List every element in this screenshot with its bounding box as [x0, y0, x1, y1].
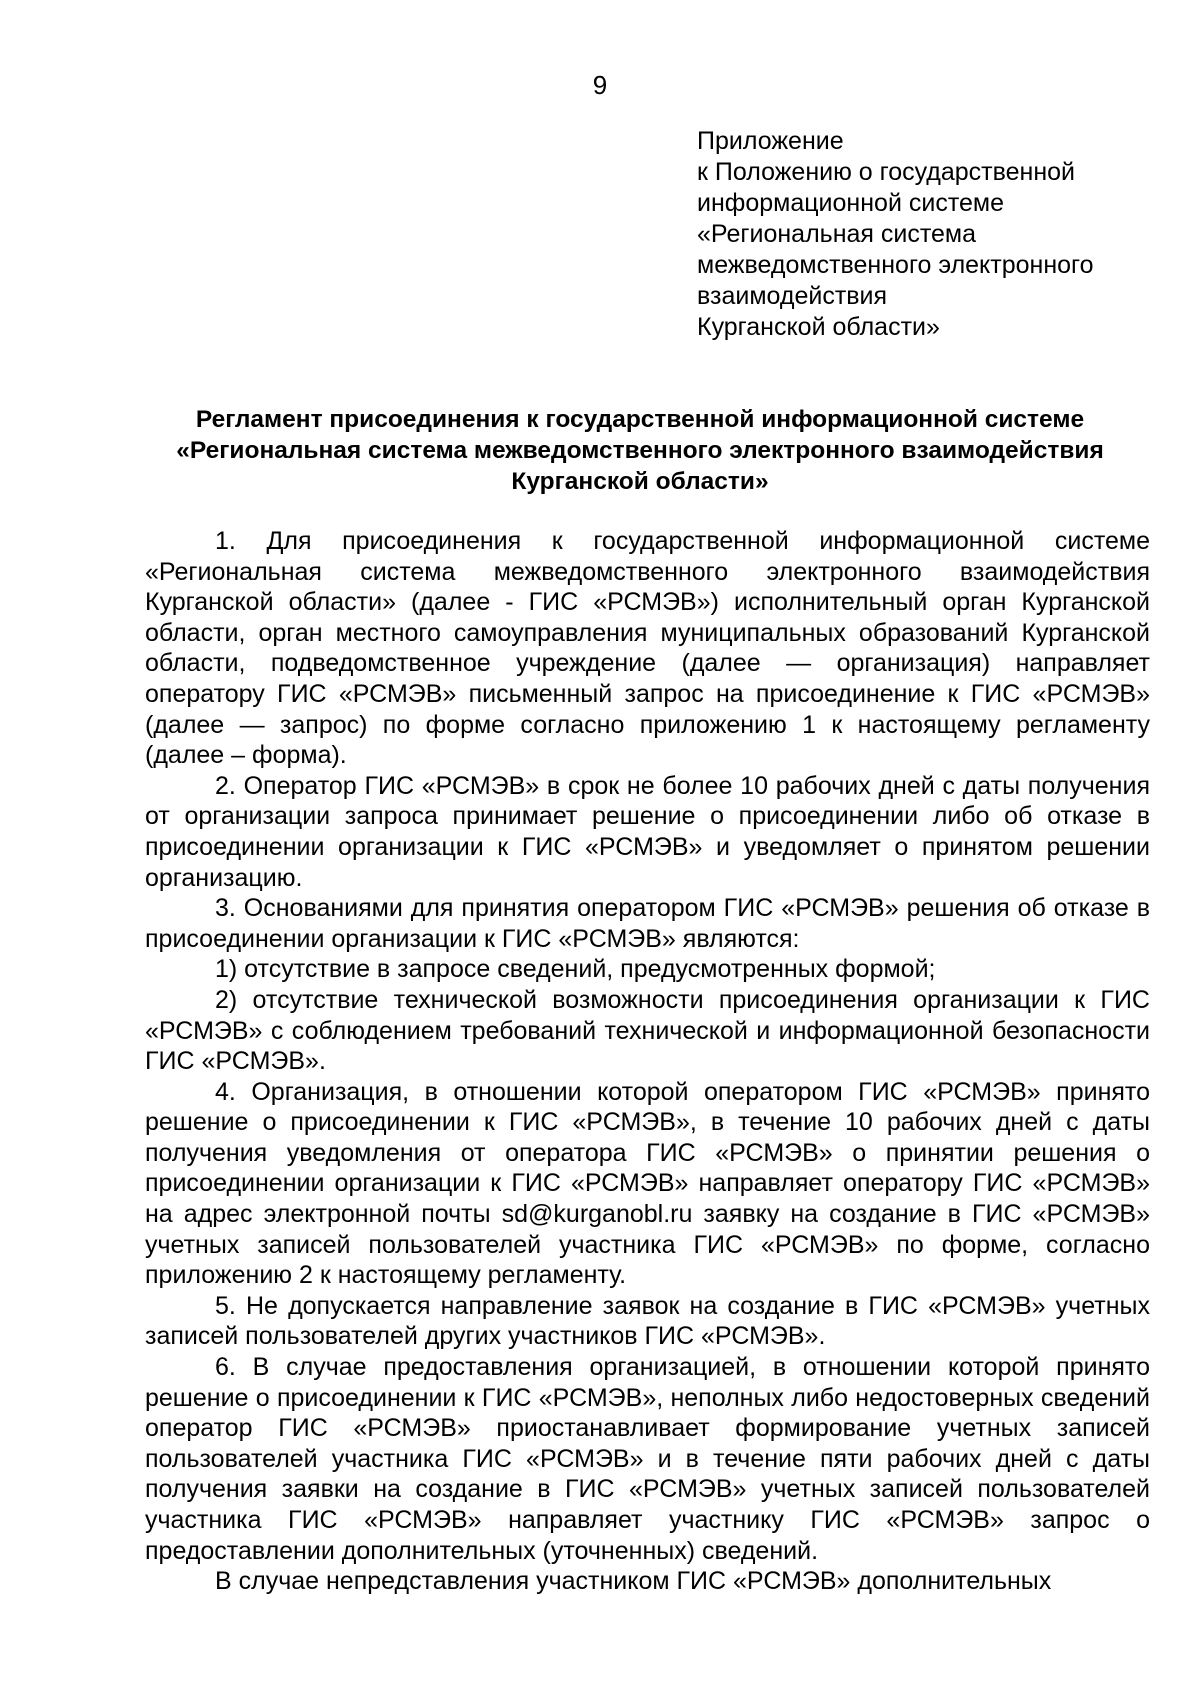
- appendix-line: «Региональная система: [697, 220, 977, 248]
- paragraph-3: 3. Основаниями для принятия оператором ГИС «РСМЭВ» решения об отказе в присоединении организации к ГИС «РСМЭВ» являются:: [145, 894, 1150, 953]
- page-number: 9: [592, 70, 608, 100]
- appendix-reference: [697, 126, 1167, 343]
- appendix-line: Курганской области»: [697, 313, 940, 341]
- paragraph-4: 4. Организация, в отношении которой оператором ГИС «РСМЭВ» принято решение о присоединении к ГИС «РСМЭВ», в течение 10 рабочих дней с даты получения уведомления от оператора ГИС «РСМЭВ» о принятии решения о присоединении организации к ГИС «РСМЭВ» направляет оператору ГИС «РСМЭВ» на адрес электронной почты sd@kurganobl.ru заявку на создание в ГИС «РСМЭВ» учетных записей пользователей участника ГИС «РСМЭВ» по форме, согласно приложению 2 к настоящему регламенту.: [145, 1077, 1150, 1290]
- paragraph-3-item-2: 2) отсутствие технической возможности присоединения организации к ГИС «РСМЭВ» с соблюдением требований технической и информационной безопасности ГИС «РСМЭВ».: [145, 985, 1150, 1076]
- appendix-line: к Положению о государственной: [697, 158, 1076, 186]
- paragraph-1: 1. Для присоединения к государственной информационной системе «Региональная система межведомственного электронного взаимодействия Курганской области» (далее - ГИС «РСМЭВ») исполнительный орган Курганской области, орган местного самоуправления муниципальных образований Курганской области, подведомственное учреждение (далее — организация) направляет оператору ГИС «РСМЭВ» письменный запрос на присоединение к ГИС «РСМЭВ» (далее — запрос) по форме согласно приложению 1 к настоящему регламенту (далее – форма).: [145, 527, 1150, 770]
- paragraph-continuation: В случае непредставления участником ГИС «РСМЭВ» дополнительных: [215, 1567, 1052, 1596]
- title-line: Регламент присоединения к государственной информационной системе: [195, 406, 1085, 433]
- paragraph-2: 2. Оператор ГИС «РСМЭВ» в срок не более 10 рабочих дней с даты получения от организации запроса принимает решение о присоединении либо об отказе в присоединении организации к ГИС «РСМЭВ» и уведомляет о принятом решении организацию.: [145, 771, 1150, 892]
- appendix-line: межведомственного электронного: [697, 251, 1094, 279]
- appendix-line: взаимодействия: [697, 282, 888, 310]
- title-line: «Региональная система межведомственного электронного взаимодействия: [176, 437, 1104, 464]
- document-body: [145, 526, 1150, 1597]
- appendix-line: информационной системе: [697, 189, 1004, 217]
- paragraph-6: 6. В случае предоставления организацией, в отношении которой принято решение о присоединении к ГИС «РСМЭВ», неполных либо недостоверных сведений оператор ГИС «РСМЭВ» приостанавливает формирование учетных записей пользователей участника ГИС «РСМЭВ» и в течение пяти рабочих дней с даты получения заявки на создание в ГИС «РСМЭВ» учетных записей пользователей участника ГИС «РСМЭВ» направляет участнику ГИС «РСМЭВ» запрос о предоставлении дополнительных (уточненных) сведений.: [145, 1353, 1150, 1565]
- document-title: [130, 404, 1150, 497]
- paragraph-5: 5. Не допускается направление заявок на создание в ГИС «РСМЭВ» учетных записей пользователей других участников ГИС «РСМЭВ».: [145, 1291, 1150, 1351]
- appendix-line: Приложение: [697, 127, 844, 155]
- paragraph-3-item-1: 1) отсутствие в запросе сведений, предусмотренных формой;: [215, 955, 936, 984]
- title-line: Курганской области»: [511, 468, 769, 495]
